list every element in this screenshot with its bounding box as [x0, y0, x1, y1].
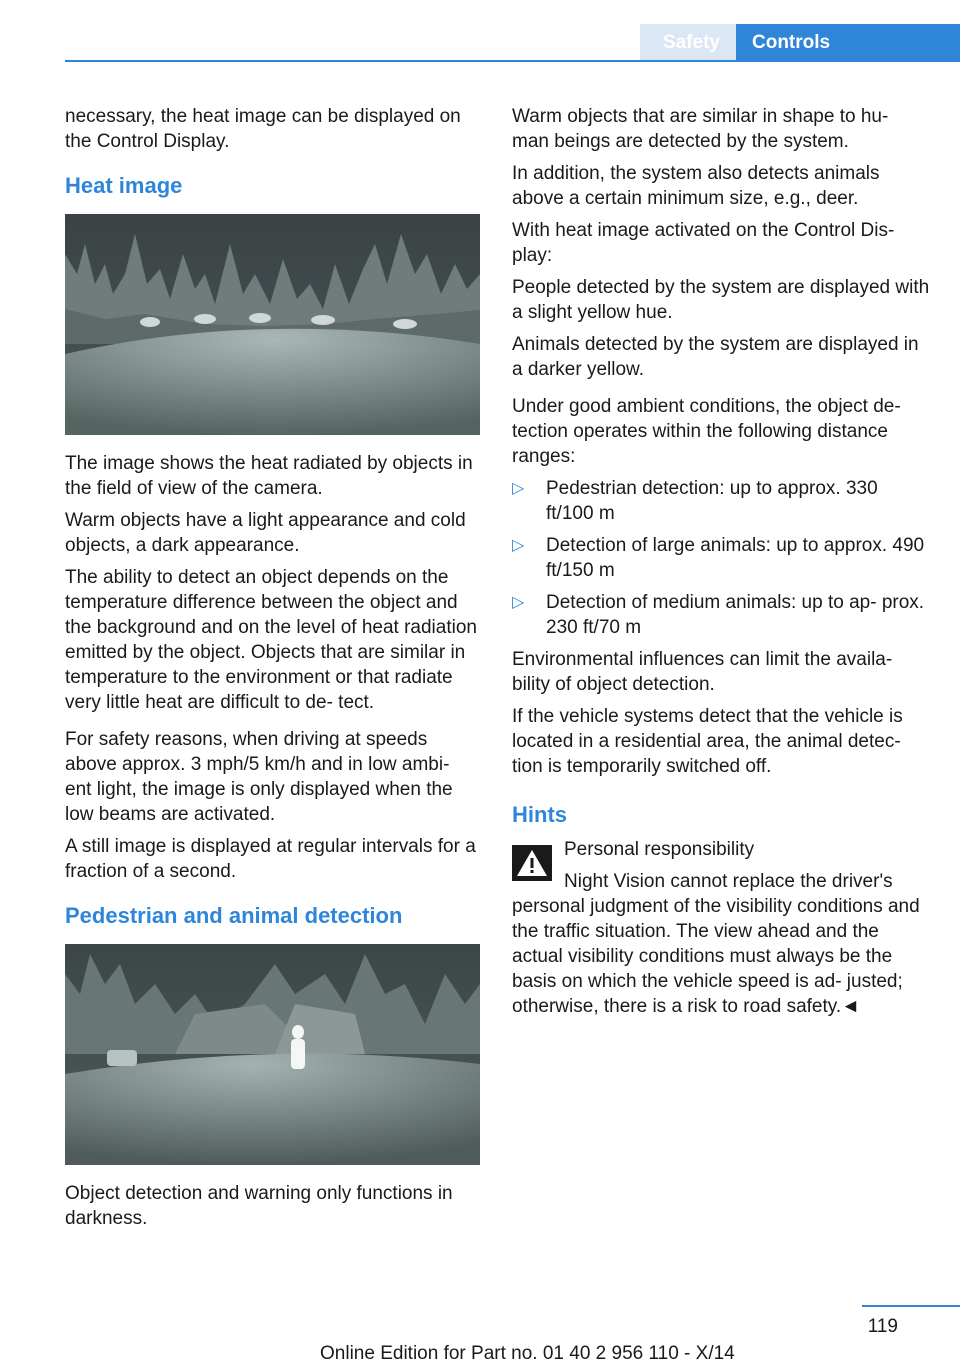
right-column [512, 104, 930, 1026]
right-paragraph-1: Warm objects that are similar in shape to hu‐ man beings are detected by the system. [512, 106, 889, 152]
warning-text: Night Vision cannot replace the driver's personal judgment of the visibility conditions and the traffic situation. The view ahead and the actual visibility conditions must always be the basis on which the vehicle speed is ad‐ justed; otherwise, there is a risk to road safety.◄ [512, 871, 920, 1017]
right-paragraph-3: With heat image activated on the Control Dis‐ play: [512, 220, 895, 266]
heading-pedestrian-animal-detection: Pedestrian and animal detection [65, 903, 403, 928]
intro-paragraph: necessary, the heat image can be displayed on the Control Display. [65, 106, 461, 152]
bullet-triangle-icon: ▷ [512, 537, 525, 554]
right-paragraph-2: In addition, the system also detects animals above a certain minimum size, e.g., deer. [512, 163, 880, 209]
list-item-text: Pedestrian detection: up to approx. 330 ft/100 m [546, 478, 878, 524]
right-paragraph-4: People detected by the system are displayed with a slight yellow hue. [512, 277, 930, 323]
header-tab-safety [640, 24, 736, 62]
header-rule [65, 60, 960, 62]
list-item-text: Detection of medium animals: up to ap‐ prox. 230 ft/70 m [546, 592, 925, 638]
heat-paragraph-4: For safety reasons, when driving at speeds above approx. 3 mph/5 km/h and in low ambi‐ ent light, the image is only displayed when the low beams are activated. [65, 729, 453, 825]
heading-hints: Hints [512, 802, 567, 827]
edition-footer: Online Edition for Part no. 01 40 2 956 110 - X/14 [320, 1343, 735, 1362]
list-item [512, 476, 930, 526]
right-paragraph-6: Under good ambient conditions, the object de‐ tection operates within the following distance ranges: [512, 396, 901, 467]
bullet-triangle-icon: ▷ [512, 594, 525, 611]
detection-illustration [65, 944, 480, 1165]
right-paragraph-5: Animals detected by the system are displayed in a darker yellow. [512, 334, 919, 380]
left-column [65, 104, 480, 1238]
distance-range-list [512, 476, 930, 640]
heat-paragraph-5: A still image is displayed at regular intervals for a fraction of a second. [65, 836, 476, 882]
footer-rule [862, 1305, 960, 1307]
warning-triangle-icon [512, 845, 552, 881]
bullet-triangle-icon: ▷ [512, 480, 525, 497]
heat-paragraph-3: The ability to detect an object depends on the temperature difference between the object and the background and on the level of heat radiation emitted by the object. Objects that are similar in temperature to the environment or that radiate very little heat are difficult to de‐ tect. [65, 567, 477, 713]
right-paragraph-7: Environmental influences can limit the availa‐ bility of object detection. [512, 649, 893, 695]
heat-paragraph-1: The image shows the heat radiated by objects in the field of view of the camera. [65, 453, 473, 499]
header-tab-controls [736, 24, 960, 62]
detection-paragraph: Object detection and warning only functions in darkness. [65, 1183, 453, 1229]
list-item [512, 533, 930, 583]
detection-figure [65, 944, 480, 1165]
page-number: 119 [867, 1316, 898, 1337]
warning-block [512, 837, 930, 1019]
heading-heat-image: Heat image [65, 173, 183, 198]
right-paragraph-8: If the vehicle systems detect that the vehicle is located in a residential area, the animal detec‐ tion is temporarily switched off. [512, 706, 903, 777]
heat-paragraph-2: Warm objects have a light appearance and cold objects, a dark appearance. [65, 510, 466, 556]
heat-image-figure [65, 214, 480, 435]
header-tab-safety-label: Safety [662, 32, 720, 53]
header-tab-controls-label: Controls [752, 32, 831, 53]
heat-image-illustration [65, 214, 480, 435]
list-item [512, 590, 930, 640]
warning-title: Personal responsibility [564, 839, 755, 860]
list-item-text: Detection of large animals: up to approx. 490 ft/150 m [546, 535, 925, 581]
